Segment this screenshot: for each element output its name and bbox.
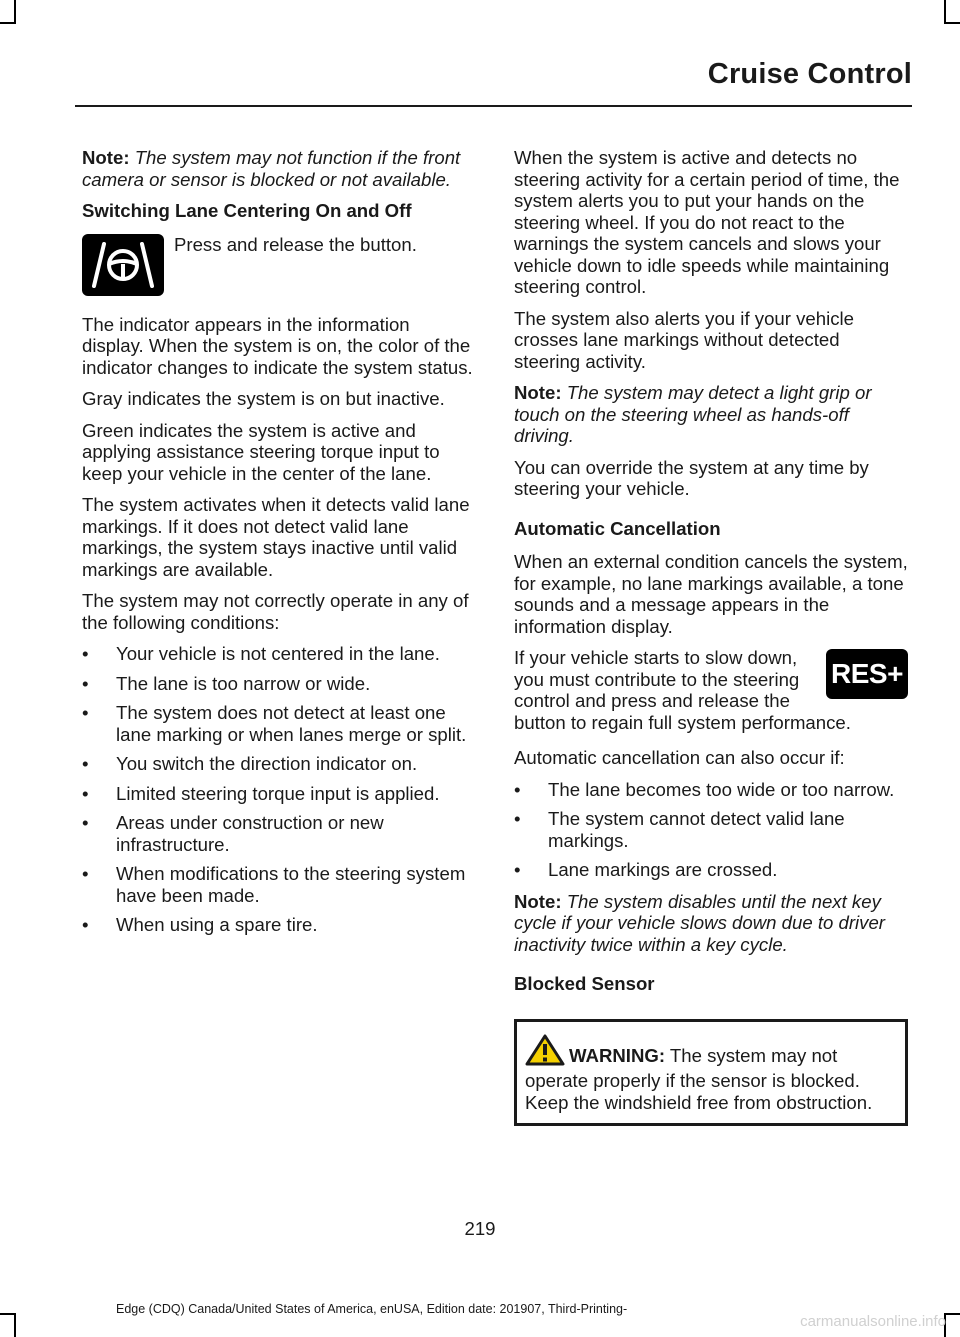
- note-text: The system may not function if the front camera or sensor is blocked or not available.: [82, 147, 461, 190]
- paragraph: The system may not correctly operate in any of the following conditions:: [82, 590, 469, 633]
- list-item: • Lane markings are crossed.: [514, 859, 908, 881]
- note-label: Note:: [514, 890, 562, 912]
- list-item: • Your vehicle is not centered in the lane.: [82, 643, 474, 665]
- steering-wheel-lane-icon: [82, 234, 164, 296]
- paragraph: Automatic cancellation can also occur if:: [514, 747, 845, 768]
- list-item: • The system does not detect at least one lane marking or when lanes merge or split.: [82, 702, 474, 745]
- list-item: • When using a spare tire.: [82, 914, 474, 936]
- crop-mark: [0, 1313, 16, 1315]
- watermark: carmanualsonline.info: [800, 1313, 946, 1330]
- list-item: • Areas under construction or new infrastructure.: [82, 812, 474, 855]
- cancel-conditions-list: [514, 779, 908, 881]
- header-divider: [75, 105, 912, 107]
- paragraph: When an external condition cancels the system, for example, no lane markings available, a tone sounds and a message appears in the information display.: [514, 551, 908, 637]
- note-label: Note:: [82, 147, 130, 168]
- paragraph: The system also alerts you if your vehicle crosses lane markings without detected steering activity.: [514, 307, 854, 372]
- section-heading: Switching Lane Centering On and Off: [82, 200, 412, 221]
- res-plus-button-icon: RES+: [826, 649, 908, 699]
- list-item: • The lane is too narrow or wide.: [82, 673, 474, 695]
- instruction-text: Press and release the button.: [174, 233, 417, 255]
- page-title: Cruise Control: [707, 58, 912, 90]
- list-item: • When modifications to the steering system have been made.: [82, 863, 474, 906]
- crop-mark: [944, 0, 946, 22]
- note-label: Note:: [514, 382, 562, 403]
- section-heading: Automatic Cancellation: [514, 517, 721, 539]
- note-paragraph: [514, 382, 908, 447]
- left-column: [82, 147, 474, 946]
- right-column: [514, 147, 908, 1126]
- paragraph: The indicator appears in the information display. When the system is on, the color of the indicator changes to indicate the system status.: [82, 313, 473, 378]
- res-instruction-text: If your vehicle starts to slow down, you must contribute to the steering control and press and release the button to regain full system performance.: [514, 647, 851, 733]
- paragraph: You can override the system at any time by steering your vehicle.: [514, 456, 869, 499]
- warning-triangle-icon: [525, 1034, 565, 1071]
- crop-mark: [14, 1315, 16, 1337]
- list-item: • The lane becomes too wide or too narrow.: [514, 779, 908, 801]
- paragraph: Gray indicates the system is on but inactive.: [82, 388, 445, 409]
- note-paragraph: [514, 891, 908, 956]
- note-text: The system may detect a light grip or touch on the steering wheel as hands-off driving.: [514, 382, 872, 446]
- list-item: • You switch the direction indicator on.: [82, 753, 474, 775]
- paragraph: The system activates when it detects valid lane markings. If it does not detect valid lane markings, the system stays inactive until valid markings are available.: [82, 494, 470, 580]
- section-heading: Blocked Sensor: [514, 973, 655, 994]
- res-instruction: [514, 647, 908, 733]
- edition-footer: Edge (CDQ) Canada/United States of America, enUSA, Edition date: 201907, Third-Printing-: [116, 1302, 628, 1316]
- list-item: • The system cannot detect valid lane markings.: [514, 808, 908, 851]
- warning-box: [514, 1019, 908, 1127]
- lane-centering-instruction: [82, 234, 474, 296]
- crop-mark: [944, 1313, 960, 1315]
- paragraph: When the system is active and detects no steering activity for a certain period of time, the system alerts you to put your hands on the steering wheel. If you do not react to the warnings the system cancels and slows your vehicle down to idle speeds while maintaining steering control.: [514, 147, 900, 297]
- note-paragraph: [82, 147, 474, 190]
- warning-text: The system may not operate properly if the sensor is blocked. Keep the windshield free from obstruction.: [525, 1044, 873, 1113]
- note-text: The system disables until the next key cycle if your vehicle slows down due to driver inactivity twice within a key cycle.: [514, 890, 886, 955]
- paragraph: Green indicates the system is active and applying assistance steering torque input to keep your vehicle in the center of the lane.: [82, 419, 440, 484]
- page-number: 219: [464, 1218, 496, 1239]
- warning-label: WARNING:: [569, 1044, 666, 1066]
- crop-mark: [0, 22, 16, 24]
- list-item: • Limited steering torque input is applied.: [82, 783, 474, 805]
- crop-mark: [14, 0, 16, 22]
- conditions-list: [82, 643, 474, 936]
- crop-mark: [944, 22, 960, 24]
